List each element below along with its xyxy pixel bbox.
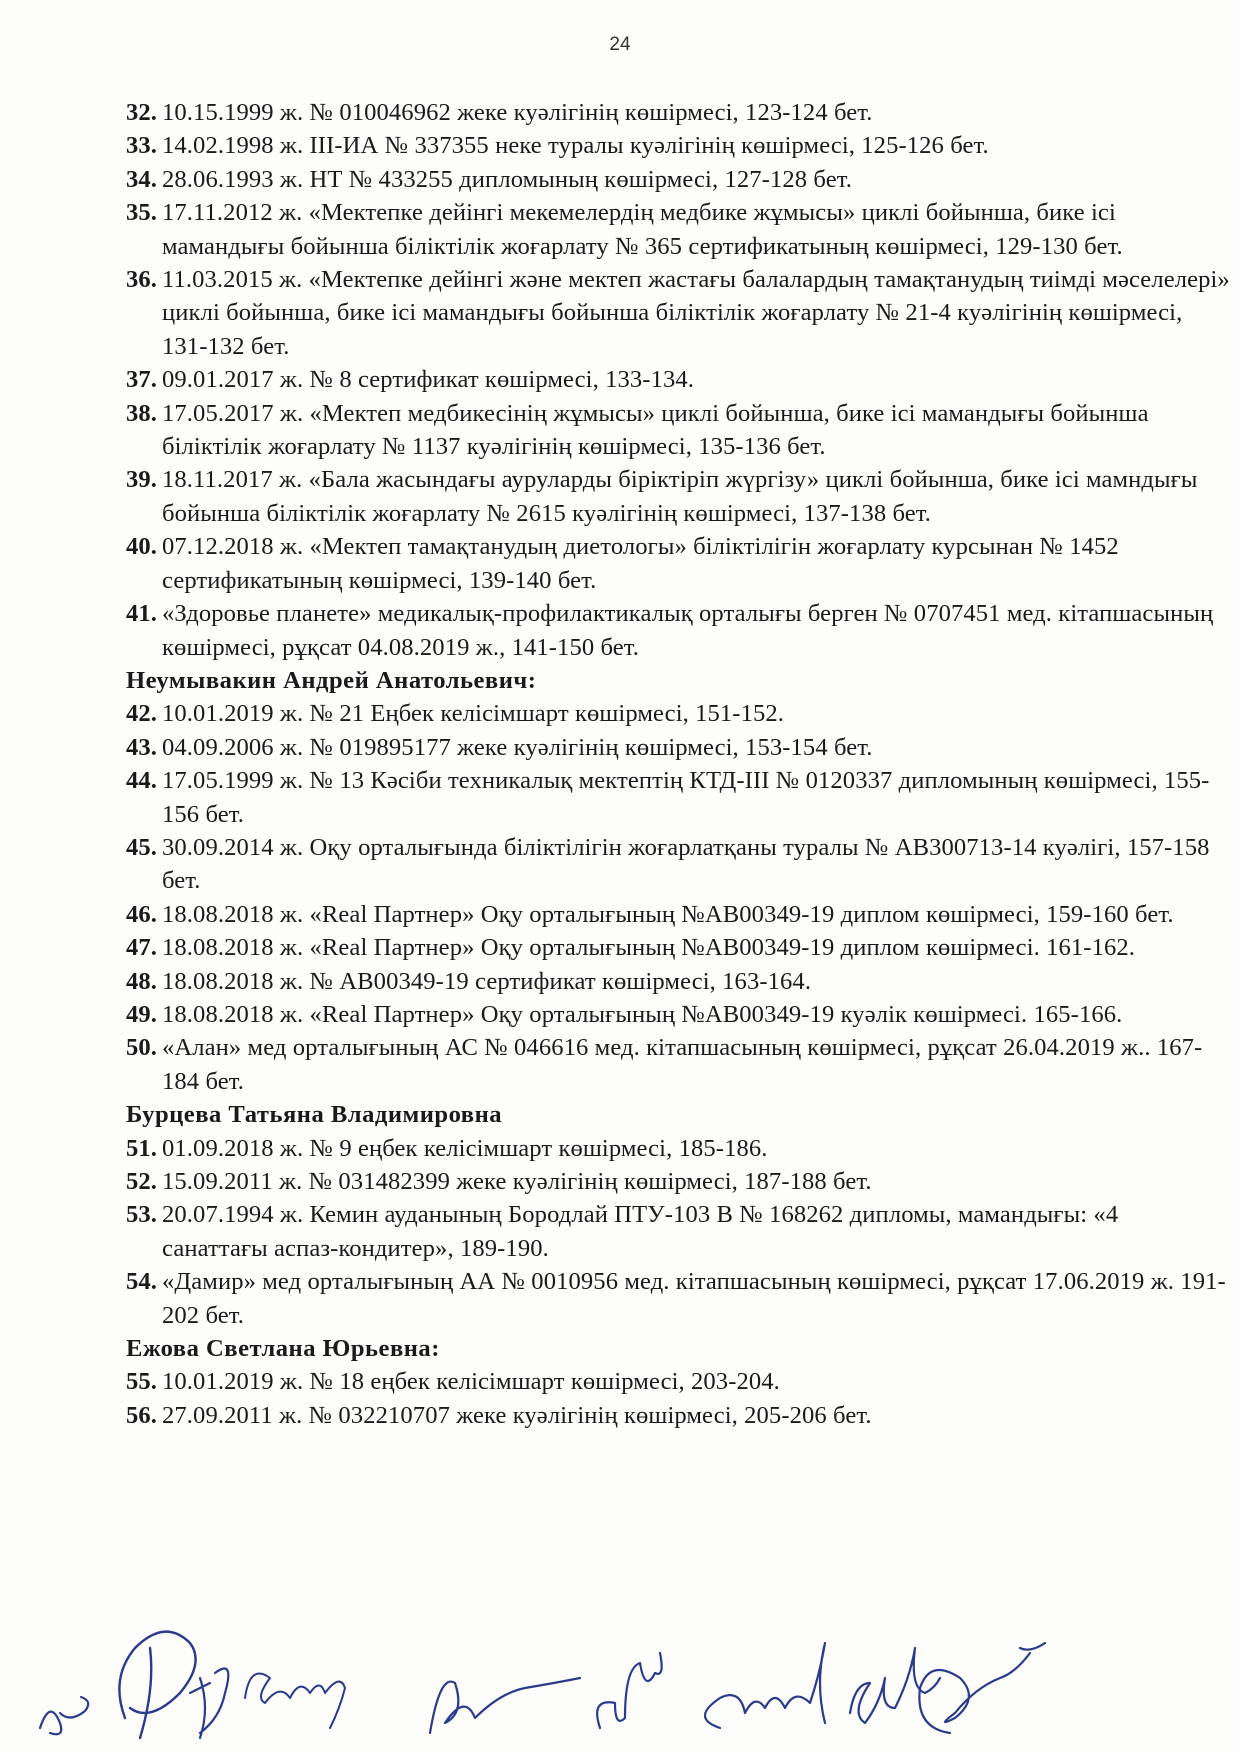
item-text: 09.01.2017 ж. № 8 сертификат көшірмесі, 133-134. — [162, 366, 695, 394]
signature-stroke — [850, 1648, 940, 1723]
item-number: 42. — [126, 700, 158, 728]
item-number: 45. — [126, 833, 158, 861]
item-number: 50. — [126, 1034, 158, 1062]
item-number: 51. — [126, 1134, 158, 1162]
signature-stroke — [40, 1697, 88, 1734]
section-heading: Неумывакин Андрей Анатольевич: — [126, 666, 537, 694]
list-item — [126, 965, 1230, 998]
list-item — [126, 998, 1230, 1031]
item-number: 35. — [126, 199, 158, 227]
item-number: 54. — [126, 1268, 158, 1296]
list-item — [126, 397, 1230, 464]
signature-stroke — [245, 1674, 345, 1729]
item-text: 28.06.1993 ж. НТ № 433255 дипломының көшірмесі, 127-128 бет. — [162, 165, 852, 193]
signature-stroke — [190, 1669, 228, 1739]
item-text: 30.09.2014 ж. Оқу орталығында біліктілігін жоғарлатқаны туралы № АВ300713-14 куәлігі, 157-158 бет. — [162, 833, 1210, 895]
item-number: 34. — [126, 165, 158, 193]
list-item — [126, 363, 1230, 396]
list-item — [126, 1198, 1230, 1265]
page-number: 24 — [609, 34, 631, 55]
signature-stroke — [919, 1643, 1045, 1733]
list-item — [126, 1165, 1230, 1198]
item-number: 47. — [126, 934, 158, 962]
list-item — [126, 1132, 1230, 1165]
item-text: 10.15.1999 ж. № 010046962 жеке куәлігінің көшірмесі, 123-124 бет. — [162, 99, 873, 126]
item-text: 18.08.2018 ж. № АВ00349-19 сертификат көшірмесі, 163-164. — [162, 967, 812, 995]
item-number: 37. — [126, 366, 158, 394]
item-number: 43. — [126, 733, 158, 761]
list-item — [126, 463, 1230, 530]
list-item — [126, 163, 1230, 196]
document-list — [126, 96, 1230, 1432]
section-heading: Ежова Светлана Юрьевна: — [126, 1335, 440, 1363]
item-number: 38. — [126, 399, 158, 427]
list-item — [126, 898, 1230, 931]
list-item — [126, 697, 1230, 730]
item-number: 56. — [126, 1401, 158, 1429]
signature-stroke — [597, 1653, 662, 1728]
item-number: 32. — [126, 99, 158, 126]
list-item — [126, 764, 1230, 831]
item-text: «Дамир» мед орталығының АА № 0010956 мед. кітапшасының көшірмесі, рұқсат 17.06.2019 ж. 191-202 бет. — [162, 1268, 1226, 1329]
list-item — [126, 1031, 1230, 1098]
item-text: 18.08.2018 ж. «Real Партнер» Оқу орталығының №АВ00349-19 диплом көшірмесі. 161-162. — [162, 934, 1136, 962]
item-text: 10.01.2019 ж. № 18 еңбек келісімшарт көшірмесі, 203-204. — [162, 1368, 780, 1396]
item-number: 53. — [126, 1201, 158, 1229]
signature-stroke — [430, 1678, 580, 1733]
item-number: 40. — [126, 533, 158, 561]
list-item — [126, 196, 1230, 263]
item-number: 36. — [126, 266, 158, 294]
item-text: 18.08.2018 ж. «Real Партнер» Оқу орталығының №АВ00349-19 диплом көшірмесі, 159-160 бет. — [162, 900, 1174, 928]
list-item — [126, 831, 1230, 898]
item-text: 15.09.2011 ж. № 031482399 жеке куәлігінің көшірмесі, 187-188 бет. — [162, 1168, 872, 1195]
item-text: 01.09.2018 ж. № 9 еңбек келісімшарт көшірмесі, 185-186. — [162, 1134, 768, 1162]
section-heading: Бурцева Татьяна Владимировна — [126, 1101, 503, 1129]
list-item — [126, 597, 1230, 664]
list-item — [126, 263, 1230, 363]
item-text: 04.09.2006 ж. № 019895177 жеке куәлігінің көшірмесі, 153-154 бет. — [162, 733, 873, 761]
list-item — [126, 1265, 1230, 1332]
list-item — [126, 931, 1230, 964]
item-number: 41. — [126, 600, 158, 628]
item-text: 14.02.1998 ж. ІІІ-ИА № 337355 неке туралы куәлігінің көшірмесі, 125-126 бет. — [162, 132, 989, 160]
item-number: 39. — [126, 466, 158, 494]
item-text: «Здоровье планете» медикалық-профилактикалық орталығы берген № 0707451 мед. кітапшасының көшірмесі, рұқсат 04.08.2019 ж., 141-150 бет. — [162, 600, 1214, 661]
item-text: 10.01.2019 ж. № 21 Еңбек келісімшарт көшірмесі, 151-152. — [162, 700, 785, 728]
item-text: 27.09.2011 ж. № 032210707 жеке куәлігінің көшірмесі, 205-206 бет. — [162, 1401, 872, 1429]
list-item — [126, 731, 1230, 764]
list-item — [126, 1365, 1230, 1398]
signature-stroke — [119, 1632, 195, 1738]
item-text: 17.05.1999 ж. № 13 Кәсіби техникалық мектептің КТД-ІІІ № 0120337 дипломының көшірмесі, 155-156 бет. — [162, 767, 1210, 828]
item-text: 07.12.2018 ж. «Мектеп тамақтанудың диетологы» біліктілігін жоғарлату курсынан № 1452 сертификатының көшірмесі, 139-140 бет. — [162, 533, 1119, 594]
item-number: 55. — [126, 1368, 158, 1396]
item-number: 49. — [126, 1000, 158, 1028]
item-text: 20.07.1994 ж. Кемин ауданының Бородлай ПТУ-103 В № 168262 дипломы, мамандығы: «4 санаттағы аспаз-кондитер», 189-190. — [162, 1201, 1119, 1262]
list-item — [126, 96, 1230, 129]
item-text: 17.11.2012 ж. «Мектепке дейінгі мекемелердің медбике жұмысы» циклі бойынша, бике ісі мамандығы бойынша біліктілік жоғарлату № 365 сертификатының көшірмесі, 129-130 бет. — [162, 199, 1123, 260]
item-number: 44. — [126, 767, 158, 795]
list-item — [126, 530, 1230, 597]
item-number: 48. — [126, 967, 158, 995]
item-number: 52. — [126, 1168, 158, 1195]
signatures-image — [30, 1618, 1210, 1748]
signature-stroke — [705, 1643, 825, 1728]
item-text: «Алан» мед орталығының АС № 046616 мед. кітапшасының көшірмесі, рұқсат 26.04.2019 ж.. 167-184 бет. — [162, 1034, 1203, 1095]
list-item — [126, 129, 1230, 162]
item-text: 11.03.2015 ж. «Мектепке дейінгі және мектеп жастағы балалардың тамақтанудың тиімді мәселелері» циклі бойынша, бике ісі мамандығы бойынша біліктілік жоғарлату № 21-4 куәлігінің көшірмесі, 131-132 бет. — [162, 266, 1230, 360]
list-item — [126, 1399, 1230, 1432]
item-text: 18.11.2017 ж. «Бала жасындағы ауруларды біріктіріп жүргізу» циклі бойынша, бике ісі мамндығы бойынша біліктілік жоғарлату № 2615 куәлігінің көшірмесі, 137-138 бет. — [162, 466, 1198, 527]
item-text: 18.08.2018 ж. «Real Партнер» Оқу орталығының №АВ00349-19 куәлік көшірмесі. 165-166. — [162, 1000, 1123, 1028]
item-number: 33. — [126, 132, 158, 160]
item-number: 46. — [126, 900, 158, 928]
item-text: 17.05.2017 ж. «Мектеп медбикесінің жұмысы» циклі бойынша, бике ісі мамандығы бойынша біліктілік жоғарлату № 1137 куәлігінің көшірмесі, 135-136 бет. — [162, 399, 1149, 461]
